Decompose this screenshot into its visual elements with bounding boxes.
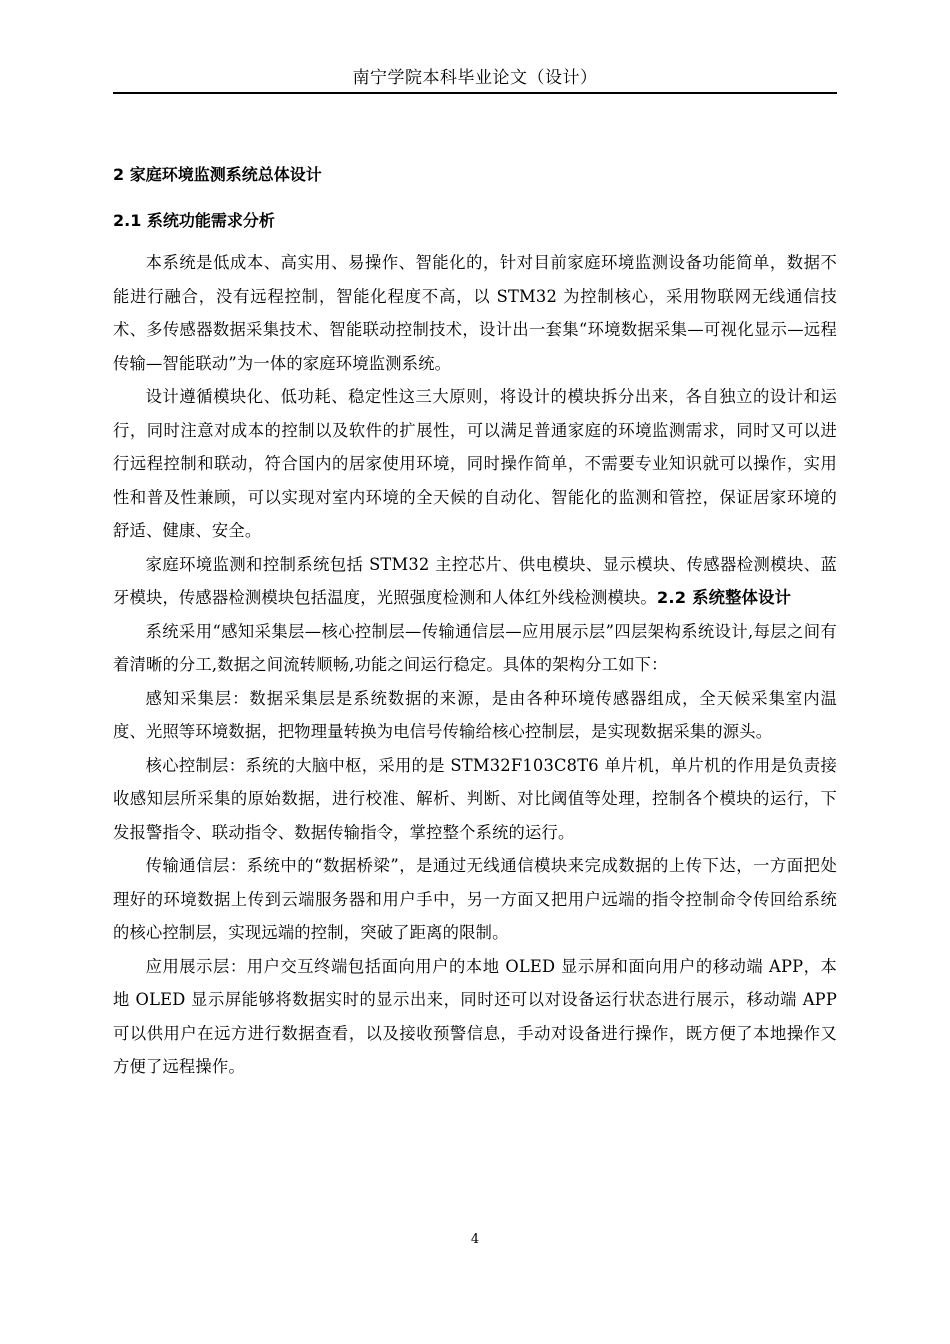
page-header: 南宁学院本科毕业论文（设计） — [352, 68, 598, 88]
paragraph-text: 家庭环境监测和控制系统包括 STM32 主控芯片、供电模块、显示模块、传感器检测模块、蓝牙模块，传感器检测模块包括温度，光照强度检测和人体红外线检测模块。 — [113, 554, 837, 607]
paragraph: 核心控制层：系统的大脑中枢，采用的是 STM32F103C8T6 单片机，单片机的作用是负责接收感知层所采集的原始数据，进行校准、解析、判断、对比阈值等处理，控制各个模块的运行，下发报警指令、联动指令、数据传输指令，掌控整个系统的运行。 — [113, 755, 837, 842]
page-number: 4 — [470, 1232, 480, 1247]
page-content — [113, 158, 837, 1084]
chapter-title: 2 家庭环境监测系统总体设计 — [113, 165, 322, 184]
header-rule — [113, 92, 837, 94]
paragraph: 传输通信层：系统中的“数据桥梁”，是通过无线通信模块来完成数据的上传下达，一方面把处理好的环境数据上传到云端服务器和用户手中，另一方面又把用户远端的指令控制命令传回给系统的核心控制层，实现远端的控制，突破了距离的限制。 — [113, 856, 837, 942]
paragraph-with-inline-heading — [113, 548, 837, 615]
section-2-1-title: 2.1 系统功能需求分析 — [113, 211, 275, 230]
paragraph: 应用展示层：用户交互终端包括面向用户的本地 OLED 显示屏和面向用户的移动端 APP，本地 OLED 显示屏能够将数据实时的显示出来，同时还可以对设备运行状态进行展示，移动端 APP 可以供用户在远方进行数据查看，以及接收预警信息，手动对设备进行操作，既方便了本地操作又方便了远程操作。 — [113, 956, 837, 1076]
paragraph: 设计遵循模块化、低功耗、稳定性这三大原则，将设计的模块拆分出来，各自独立的设计和运行，同时注意对成本的控制以及软件的扩展性，可以满足普通家庭的环境监测需求，同时又可以进行远程控制和联动，符合国内的居家使用环境，同时操作简单，不需要专业知识就可以操作，实用性和普及性兼顾，可以实现对室内环境的全天候的自动化、智能化的监测和管控，保证居家环境的舒适、健康、安全。 — [113, 387, 837, 540]
section-2-2-title: 2.2 系统整体设计 — [656, 588, 792, 607]
paragraph: 系统采用“感知采集层—核心控制层—传输通信层—应用展示层”四层架构系统设计,每层之间有着清晰的分工,数据之间流转顺畅,功能之间运行稳定。具体的架构分工如下： — [113, 621, 837, 674]
paragraph: 感知采集层：数据采集层是系统数据的来源，是由各种环境传感器组成，全天候采集室内温度、光照等环境数据，把物理量转换为电信号传输给核心控制层，是实现数据采集的源头。 — [113, 688, 837, 741]
paragraph: 本系统是低成本、高实用、易操作、智能化的，针对目前家庭环境监测设备功能简单，数据不能进行融合，没有远程控制，智能化程度不高，以 STM32 为控制核心，采用物联网无线通信技术、多传感器数据采集技术、智能联动控制技术，设计出一套集“环境数据采集—可视化显示—远程传输—智能联动”为一体的家庭环境监测系统。 — [113, 253, 837, 373]
